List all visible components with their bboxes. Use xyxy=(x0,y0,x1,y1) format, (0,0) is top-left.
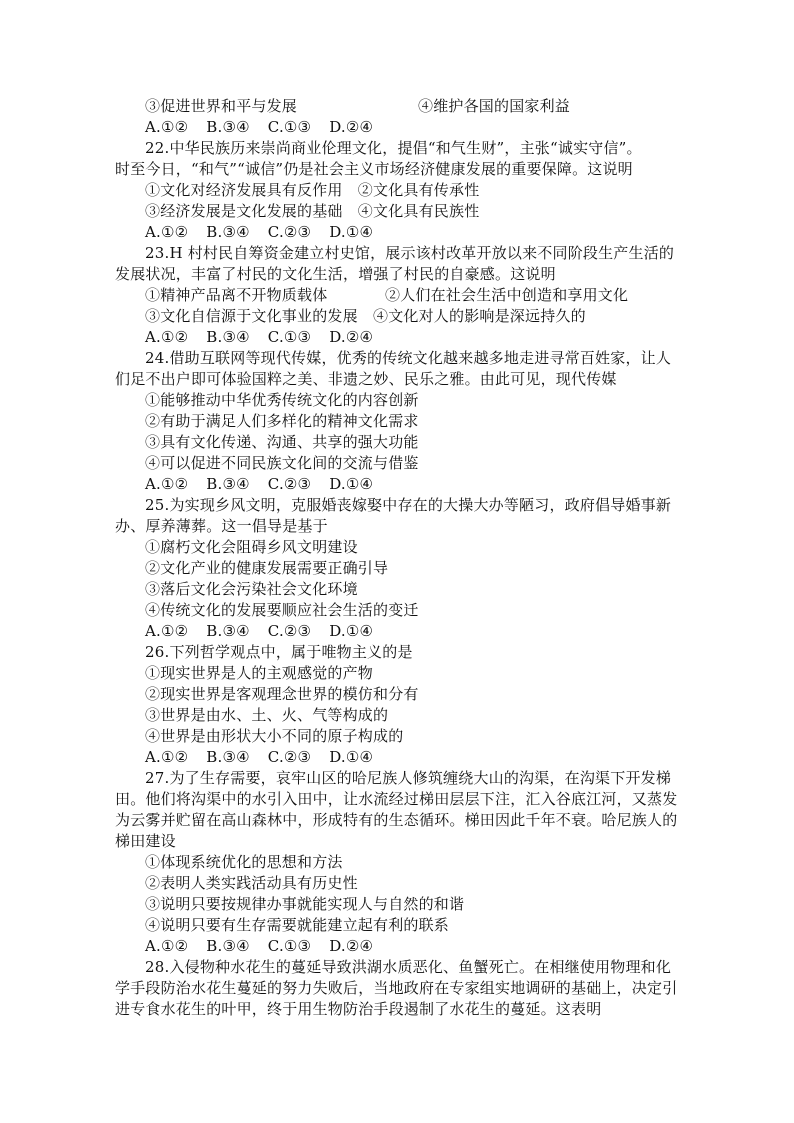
option-line: ①体现系统优化的思想和方法 xyxy=(145,853,343,871)
option-line: ①腐朽文化会阻碍乡风文明建设 xyxy=(145,538,358,556)
option-line: ③世界是由水、土、火、气等构成的 xyxy=(145,706,389,724)
answer-choices xyxy=(145,621,391,641)
question-23-stem: 23.H 村村民自筹资金建立村史馆，展示该村改革开放以来不同阶段生产生活的 xyxy=(145,244,675,262)
question-26-stem: 26.下列哲学观点中，属于唯物主义的是 xyxy=(145,643,413,661)
option-line: ③具有文化传递、沟通、共享的强大功能 xyxy=(145,433,419,451)
question-22-stem: 22.中华民族历来崇尚商业伦理文化，提倡“和气生财”，主张“诚实守信”。 xyxy=(145,139,642,157)
option-line: ①文化对经济发展具有反作用 ②文化具有传承性 xyxy=(145,181,480,199)
question-22-stem-cont: 时至今日，“和气”“诚信”仍是社会主义市场经济健康发展的重要保障。这说明 xyxy=(115,160,633,178)
option-line: ③促进世界和平与发展 xyxy=(145,97,298,115)
option-line: ①能够推动中华优秀传统文化的内容创新 xyxy=(145,391,419,409)
choice-a: A.①② xyxy=(145,223,189,241)
choice-a: A.①② xyxy=(145,475,189,493)
option-line: ②现实世界是客观理念世界的模仿和分有 xyxy=(145,685,419,703)
question-27-stem-cont: 田。他们将沟渠中的水引入田中，让水流经过梯田层层下注，汇入谷底江河，又蒸发 xyxy=(115,790,678,808)
question-24-stem: 24.借助互联网等现代传媒，优秀的传统文化越来越多地走进寻常百姓家，让人 xyxy=(145,349,672,367)
choice-b: B.③④ xyxy=(206,622,250,640)
choice-d: D.①④ xyxy=(329,622,374,640)
question-25-stem: 25.为实现乡风文明，克服婚丧嫁娶中存在的大操大办等陋习，政府倡导婚事新 xyxy=(145,496,672,514)
option-line: ②文化产业的健康发展需要正确引导 xyxy=(145,559,389,577)
choice-c: C.②③ xyxy=(267,223,312,241)
choice-b: B.③④ xyxy=(206,328,250,346)
option-line: ①精神产品离不开物质载体 xyxy=(145,286,328,304)
question-23-stem-cont: 发展状况，丰富了村民的文化生活，增强了村民的自豪感。这说明 xyxy=(115,265,556,283)
question-28-stem-cont: 进专食水花生的叶甲，终于用生物防治手段遏制了水花生的蔓延。这表明 xyxy=(115,1000,602,1018)
option-line: ③说明只要按规律办事就能实现人与自然的和谐 xyxy=(145,895,465,913)
choice-c: C.②③ xyxy=(267,622,312,640)
question-28-stem: 28.入侵物种水花生的蔓延导致洪湖水质恶化、鱼蟹死亡。在相继使用物理和化 xyxy=(145,958,672,976)
choice-b: B.③④ xyxy=(206,475,250,493)
choice-a: A.①② xyxy=(145,118,189,136)
choice-d: D.①④ xyxy=(329,748,374,766)
question-25-stem-cont: 办、厚养薄葬。这一倡导是基于 xyxy=(115,517,328,535)
option-line: ②人们在社会生活中创造和享用文化 xyxy=(385,286,629,304)
choice-c: C.②③ xyxy=(267,748,312,766)
question-28-stem-cont: 学手段防治水花生蔓延的努力失败后，当地政府在专家组实地调研的基础上，决定引 xyxy=(115,979,678,997)
option-line: ②有助于满足人们多样化的精神文化需求 xyxy=(145,412,419,430)
option-line: ③落后文化会污染社会文化环境 xyxy=(145,580,358,598)
choice-c: C.①③ xyxy=(267,937,312,955)
question-27-stem: 27.为了生存需要，哀牢山区的哈尼族人修筑缠绕大山的沟渠，在沟渠下开发梯 xyxy=(145,769,672,787)
choice-d: D.①④ xyxy=(329,475,374,493)
option-line: ④可以促进不同民族文化间的交流与借鉴 xyxy=(145,454,419,472)
choice-c: C.②③ xyxy=(267,475,312,493)
option-line: ④说明只要有生存需要就能建立起有利的联系 xyxy=(145,916,450,934)
option-line: ④世界是由形状大小不同的原子构成的 xyxy=(145,727,404,745)
choice-a: A.①② xyxy=(145,328,189,346)
question-27-stem-cont: 梯田建设 xyxy=(115,832,176,850)
answer-choices xyxy=(145,117,391,137)
choice-b: B.③④ xyxy=(206,118,250,136)
choice-b: B.③④ xyxy=(206,937,250,955)
question-24-stem-cont: 们足不出户即可体验国粹之美、非遗之妙、民乐之雅。由此可见，现代传媒 xyxy=(115,370,617,388)
option-line: ③经济发展是文化发展的基础 ④文化具有民族性 xyxy=(145,202,480,220)
answer-choices xyxy=(145,474,391,494)
choice-b: B.③④ xyxy=(206,223,250,241)
question-27-stem-cont: 为云雾并贮留在高山森林中，形成特有的生态循环。梯田因此千年不衰。哈尼族人的 xyxy=(115,811,678,829)
option-line: ④传统文化的发展要顺应社会生活的变迁 xyxy=(145,601,419,619)
choice-a: A.①② xyxy=(145,622,189,640)
choice-d: D.②④ xyxy=(329,118,374,136)
choice-a: A.①② xyxy=(145,748,189,766)
option-line: ②表明人类实践活动具有历史性 xyxy=(145,874,358,892)
choice-d: D.②④ xyxy=(329,328,374,346)
choice-a: A.①② xyxy=(145,937,189,955)
answer-choices xyxy=(145,936,391,956)
choice-d: D.②④ xyxy=(329,937,374,955)
choice-c: C.①③ xyxy=(267,118,312,136)
choice-d: D.①④ xyxy=(329,223,374,241)
answer-choices xyxy=(145,222,391,242)
choice-b: B.③④ xyxy=(206,748,250,766)
answer-choices xyxy=(145,747,391,767)
option-line: ③文化自信源于文化事业的发展 ④文化对人的影响是深远持久的 xyxy=(145,307,586,325)
answer-choices xyxy=(145,327,391,347)
choice-c: C.①③ xyxy=(267,328,312,346)
option-line: ④维护各国的国家利益 xyxy=(418,97,571,115)
option-line: ①现实世界是人的主观感觉的产物 xyxy=(145,664,374,682)
